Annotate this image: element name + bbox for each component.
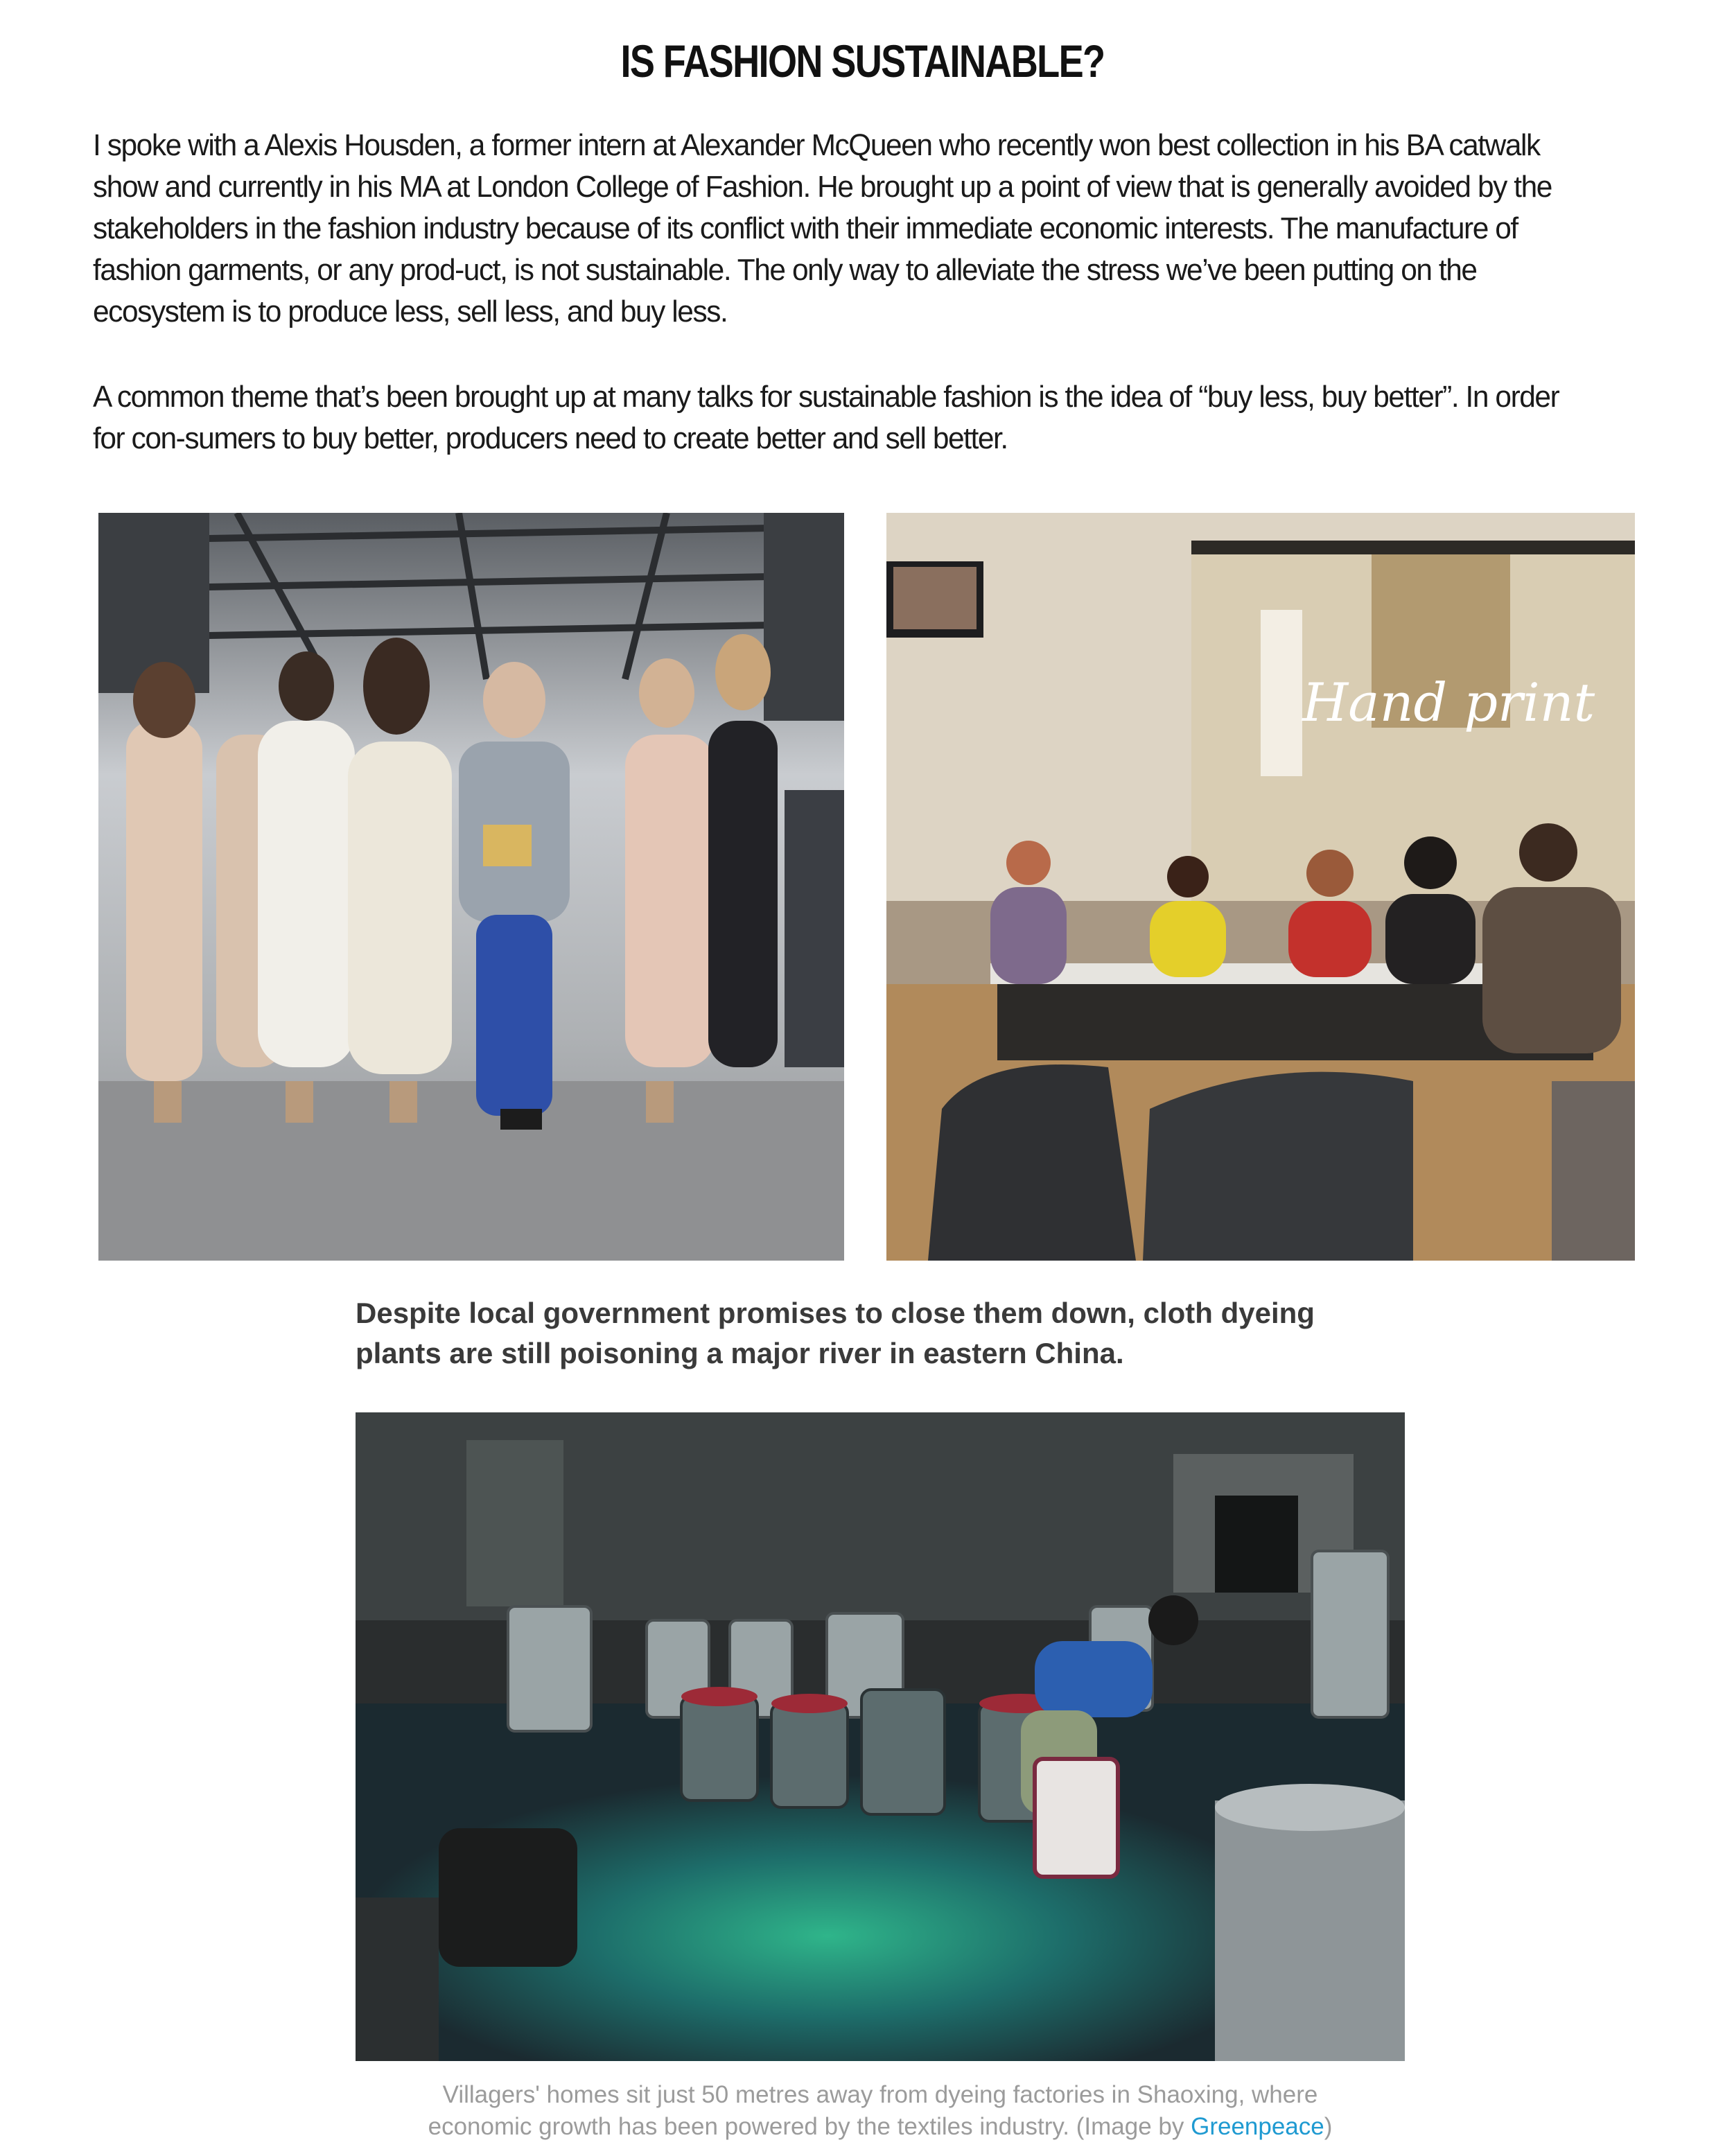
body-paragraph-1: I spoke with a Alexis Housden, a former intern at Alexander McQueen who recently won best collection in his BA catwalk show and currently in his MA at London College of Fashion. He brought up a point of view that is generally avoided by the stakeholders in the fashion industry because of its conflict with their immediate economic interests. The manufacture of fashion garments, or any prod-uct, is not sustainable. The only way to alleviate the stress we’ve been putting on the ecosystem is to produce less, sell less, and buy less.	[93, 128, 1552, 328]
photo-caption	[0, 2079, 1725, 2143]
caption-line-2-text: economic growth has been powered by the textiles industry. (Image by	[428, 2113, 1191, 2140]
news-headline-line-2: plants are still poisoning a major river in eastern China.	[356, 1337, 1124, 1369]
caption-line-2	[0, 2111, 1725, 2143]
dyeing-factory-photo	[356, 1412, 1405, 2061]
runway-models-photo	[98, 513, 844, 1261]
body-paragraph-2: A common theme that’s been brought up at many talks for sustainable fashion is the idea of “buy less, buy better”. In order for con-sumers to buy better, producers need to create better and sell better.	[93, 380, 1559, 455]
greenpeace-link[interactable]: Greenpeace	[1191, 2113, 1324, 2140]
caption-line-1: Villagers' homes sit just 50 metres away from dyeing factories in Shaoxing, where	[442, 2081, 1318, 2108]
page-title: IS FASHION SUSTAINABLE?	[620, 35, 1105, 87]
news-headline-line-1: Despite local government promises to close them down, cloth dyeing	[356, 1297, 1315, 1329]
news-headline	[356, 1293, 1437, 1374]
panel-discussion-photo	[886, 513, 1635, 1261]
caption-end: )	[1324, 2113, 1333, 2140]
screen-handwriting: Hand print	[1302, 672, 1595, 733]
